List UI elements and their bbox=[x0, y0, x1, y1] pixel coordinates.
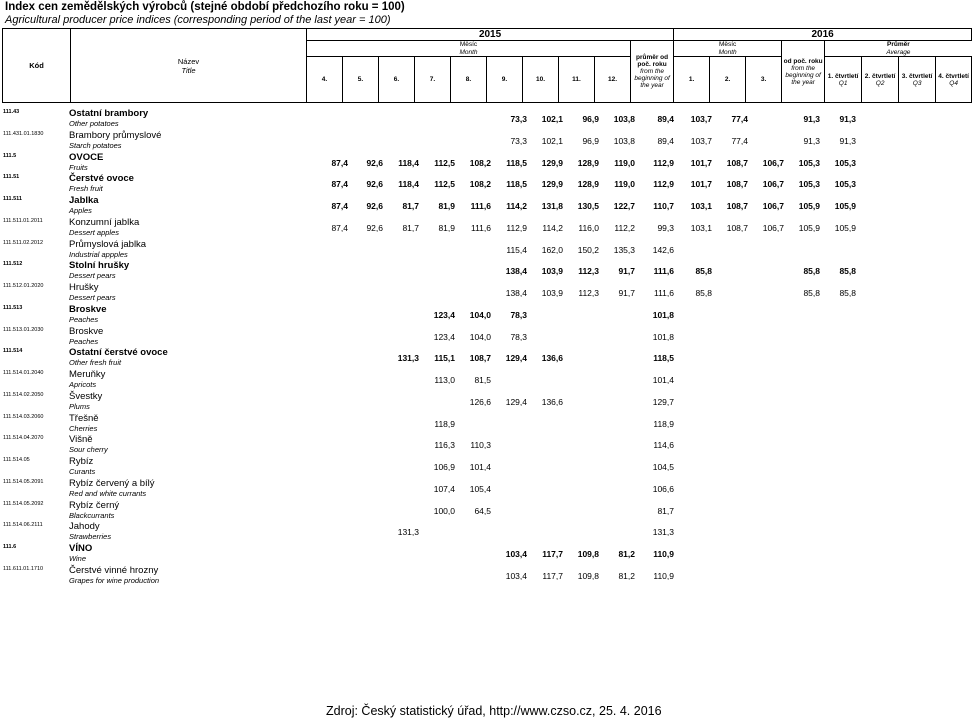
row-name-en: Starch potatoes bbox=[69, 140, 122, 150]
value-cell: 129,9 bbox=[541, 179, 563, 190]
row-name-cz: Třešně bbox=[69, 412, 99, 424]
value-cell: 101,7 bbox=[690, 179, 712, 190]
table-row bbox=[0, 239, 959, 261]
row-name-cz: Broskve bbox=[69, 303, 107, 315]
value-cell: 111,6 bbox=[470, 222, 491, 233]
table-row bbox=[0, 369, 959, 391]
row-name-cz: Rybíz černý bbox=[69, 499, 120, 511]
value-cell: 81,7 bbox=[657, 505, 674, 516]
value-cell: 112,9 bbox=[506, 222, 527, 233]
row-code: 111.512.01.2020 bbox=[3, 283, 44, 289]
value-cell: 123,4 bbox=[433, 309, 455, 320]
value-cell: 113,0 bbox=[434, 375, 455, 385]
row-name-cz: Meruňky bbox=[69, 369, 106, 380]
value-cell: 118,4 bbox=[398, 179, 419, 190]
value-cell: 105,3 bbox=[834, 179, 856, 190]
row-name-en: Dessert pears bbox=[69, 293, 116, 302]
header-year-2016: 2016 bbox=[674, 29, 972, 41]
value-cell: 115,4 bbox=[506, 244, 527, 255]
value-cell: 87,4 bbox=[331, 157, 348, 168]
table-row bbox=[0, 260, 959, 282]
table-row bbox=[0, 326, 959, 348]
value-cell: 119,0 bbox=[614, 179, 635, 190]
value-cell: 108,7 bbox=[726, 201, 748, 211]
row-code: 111.513 bbox=[3, 304, 23, 311]
value-cell: 105,9 bbox=[798, 201, 820, 211]
header-year-2015: 2015 bbox=[307, 29, 674, 41]
value-cell: 81,7 bbox=[402, 222, 419, 233]
value-cell: 118,5 bbox=[653, 353, 674, 364]
value-cell: 100,0 bbox=[433, 505, 455, 516]
document-title: Index cen zemědělských výrobců (stejné období předchozího roku = 100) bbox=[5, 1, 405, 13]
table-row bbox=[0, 565, 959, 587]
header-month-2016: Month bbox=[718, 48, 737, 56]
row-name-cz: VÍNO bbox=[69, 543, 93, 554]
value-cell: 108,7 bbox=[726, 157, 748, 168]
row-name-en: Dessert apples bbox=[69, 227, 120, 237]
row-code: 111.514.01.2040 bbox=[3, 370, 44, 376]
value-cell: 105,9 bbox=[798, 222, 820, 233]
value-cell: 107,4 bbox=[433, 483, 455, 494]
value-cell: 78,3 bbox=[510, 309, 527, 320]
row-name-cz: Jablka bbox=[69, 195, 99, 206]
value-cell: 129,7 bbox=[652, 396, 674, 407]
row-name-en: Other potatoes bbox=[69, 119, 119, 128]
value-cell: 104,0 bbox=[469, 309, 491, 320]
table-row bbox=[0, 304, 959, 326]
row-name-en: Grapes for wine production bbox=[69, 575, 160, 585]
value-cell: 126,6 bbox=[469, 396, 491, 407]
table-row bbox=[0, 282, 959, 304]
value-cell: 101,4 bbox=[652, 375, 674, 385]
value-cell: 116,3 bbox=[434, 440, 455, 451]
value-cell: 99,3 bbox=[657, 222, 674, 233]
value-cell: 106,7 bbox=[762, 157, 784, 168]
value-cell: 114,2 bbox=[542, 222, 563, 233]
row-name-en: Fruits bbox=[69, 162, 88, 172]
row-name-en: Blackcurrants bbox=[69, 510, 115, 520]
value-cell: 85,8 bbox=[695, 288, 712, 298]
table-row bbox=[0, 347, 959, 369]
row-name-cz: Višně bbox=[69, 434, 93, 446]
value-cell: 81,2 bbox=[618, 549, 635, 559]
value-cell: 109,8 bbox=[577, 570, 599, 581]
value-cell: 117,7 bbox=[542, 570, 563, 581]
header-avg-2016: od poč. roku from the beginning of the year bbox=[782, 41, 825, 103]
value-cell: 136,6 bbox=[541, 396, 563, 407]
row-name-cz: Jahody bbox=[69, 521, 100, 533]
row-name-cz: Konzumní jablka bbox=[69, 216, 140, 228]
value-cell: 114,6 bbox=[653, 440, 674, 451]
value-cell: 108,2 bbox=[469, 157, 491, 168]
header-month: 8. bbox=[451, 57, 487, 103]
value-cell: 112,2 bbox=[614, 222, 635, 233]
header-quarter: 1. čtvrtletí Q1 bbox=[825, 57, 862, 103]
value-cell: 122,7 bbox=[613, 201, 635, 211]
value-cell: 92,6 bbox=[366, 157, 383, 168]
value-cell: 87,4 bbox=[331, 179, 348, 190]
value-cell: 103,1 bbox=[690, 222, 712, 233]
header-prumer: Průměr bbox=[886, 41, 910, 49]
row-name-en: Peaches bbox=[69, 314, 99, 324]
value-cell: 85,8 bbox=[839, 288, 856, 298]
value-cell: 101,8 bbox=[652, 331, 674, 342]
table-row bbox=[0, 391, 959, 413]
value-cell: 85,8 bbox=[695, 266, 712, 277]
value-cell: 64,5 bbox=[474, 505, 491, 516]
value-cell: 92,6 bbox=[366, 201, 383, 211]
row-name-en: Strawberries bbox=[69, 532, 112, 542]
table-row bbox=[0, 413, 959, 435]
row-name-cz: Rybíz červený a bílý bbox=[69, 477, 155, 489]
value-cell: 91,3 bbox=[839, 135, 856, 146]
value-cell: 110,3 bbox=[470, 440, 491, 451]
value-cell: 101,8 bbox=[652, 309, 674, 320]
row-name-en: Plums bbox=[69, 401, 90, 411]
value-cell: 103,8 bbox=[613, 114, 635, 124]
row-code: 111.514.02.2050 bbox=[3, 391, 44, 398]
value-cell: 129,4 bbox=[505, 353, 527, 364]
header-month: 3. bbox=[746, 57, 782, 103]
value-cell: 78,3 bbox=[510, 331, 527, 342]
table-row bbox=[0, 434, 959, 456]
value-cell: 111,6 bbox=[653, 288, 674, 298]
row-name-cz: Švestky bbox=[69, 390, 103, 402]
value-cell: 105,3 bbox=[834, 157, 856, 168]
row-name-en: Other fresh fruit bbox=[69, 358, 122, 368]
value-cell: 131,3 bbox=[652, 527, 674, 538]
value-cell: 92,6 bbox=[366, 179, 383, 190]
value-cell: 112,5 bbox=[434, 157, 455, 168]
value-cell: 142,6 bbox=[652, 244, 674, 255]
table-row bbox=[0, 217, 959, 239]
header-avg-2015: průměr od poč. roku from the beginning of the year bbox=[631, 41, 674, 103]
value-cell: 96,9 bbox=[582, 135, 599, 146]
value-cell: 85,8 bbox=[803, 266, 820, 277]
row-code: 111.513.01.2030 bbox=[3, 326, 44, 333]
value-cell: 118,9 bbox=[434, 418, 455, 429]
row-name-cz: Broskve bbox=[69, 325, 104, 337]
header-quarter: 2. čtvrtletí Q2 bbox=[862, 57, 899, 103]
header-month: 6. bbox=[379, 57, 415, 103]
value-cell: 103,4 bbox=[505, 570, 527, 581]
value-cell: 103,7 bbox=[690, 114, 712, 124]
value-cell: 112,5 bbox=[434, 179, 455, 190]
row-name-en: Industrial appples bbox=[69, 249, 128, 259]
value-cell: 108,2 bbox=[469, 179, 491, 190]
header-mesic-2016: Měsíc bbox=[718, 41, 737, 49]
value-cell: 131,8 bbox=[541, 201, 563, 211]
value-cell: 110,9 bbox=[653, 570, 674, 581]
value-cell: 108,7 bbox=[469, 353, 491, 364]
value-cell: 85,8 bbox=[839, 266, 856, 277]
value-cell: 91,3 bbox=[803, 114, 820, 124]
value-cell: 130,5 bbox=[577, 201, 599, 211]
value-cell: 110,7 bbox=[653, 201, 674, 211]
value-cell: 114,2 bbox=[506, 201, 527, 211]
header-month: 7. bbox=[415, 57, 451, 103]
value-cell: 96,9 bbox=[582, 114, 599, 124]
value-cell: 73,3 bbox=[510, 135, 527, 146]
header-month: 12. bbox=[595, 57, 631, 103]
value-cell: 81,5 bbox=[474, 375, 491, 385]
row-name-en: Dessert pears bbox=[69, 271, 116, 281]
row-code: 111.514.05 bbox=[3, 457, 30, 463]
row-name-cz: Průmyslová jablka bbox=[69, 238, 147, 250]
header-month: 5. bbox=[343, 57, 379, 103]
value-cell: 91,7 bbox=[618, 266, 635, 277]
header-mesic-2015: Měsíc bbox=[459, 41, 478, 49]
value-cell: 103,9 bbox=[541, 266, 563, 277]
table-row bbox=[0, 543, 959, 565]
value-cell: 109,8 bbox=[577, 549, 599, 559]
value-cell: 103,7 bbox=[690, 135, 712, 146]
value-cell: 106,6 bbox=[652, 483, 674, 494]
value-cell: 128,9 bbox=[577, 179, 599, 190]
value-cell: 108,7 bbox=[726, 222, 748, 233]
row-code: 111.51 bbox=[3, 174, 20, 181]
value-cell: 123,4 bbox=[433, 331, 455, 342]
row-name-en: Curants bbox=[69, 467, 96, 476]
table-row bbox=[0, 152, 959, 174]
row-name-cz: Čerstvé vinné hrozny bbox=[69, 564, 159, 576]
value-cell: 135,3 bbox=[613, 244, 635, 255]
value-cell: 81,7 bbox=[402, 201, 419, 211]
value-cell: 73,3 bbox=[510, 114, 527, 124]
value-cell: 89,4 bbox=[657, 114, 674, 124]
value-cell: 136,6 bbox=[541, 353, 563, 364]
table-row bbox=[0, 173, 959, 195]
value-cell: 103,8 bbox=[613, 135, 635, 146]
row-code: 111.5 bbox=[3, 152, 17, 159]
value-cell: 150,2 bbox=[577, 244, 599, 255]
value-cell: 81,9 bbox=[438, 222, 455, 233]
value-cell: 117,7 bbox=[542, 549, 563, 559]
row-code: 111.611.01.1710 bbox=[3, 565, 44, 572]
value-cell: 87,4 bbox=[331, 222, 348, 233]
row-code: 111.514.05.2092 bbox=[3, 500, 44, 507]
header-month: 1. bbox=[674, 57, 710, 103]
value-cell: 105,9 bbox=[834, 201, 856, 211]
value-cell: 91,7 bbox=[618, 288, 635, 298]
value-cell: 110,9 bbox=[653, 549, 674, 559]
value-cell: 119,0 bbox=[614, 157, 635, 168]
value-cell: 129,4 bbox=[505, 396, 527, 407]
table-row bbox=[0, 478, 959, 500]
row-code: 111.511 bbox=[3, 196, 22, 202]
value-cell: 106,7 bbox=[762, 222, 784, 233]
row-code: 111.511.02.2012 bbox=[3, 239, 44, 246]
row-code: 111.514.06.2111 bbox=[3, 522, 43, 529]
table-row bbox=[0, 130, 959, 152]
row-name-en: Apples bbox=[69, 206, 92, 215]
row-name-cz: Ostatní čerstvé ovoce bbox=[69, 347, 168, 359]
value-cell: 118,5 bbox=[506, 179, 527, 190]
value-cell: 108,7 bbox=[726, 179, 748, 190]
row-name-en: Fresh fruit bbox=[69, 184, 103, 194]
value-cell: 106,7 bbox=[762, 179, 784, 190]
value-cell: 91,3 bbox=[803, 135, 820, 146]
document-subtitle: Agricultural producer price indices (corresponding period of the last year = 100) bbox=[5, 14, 391, 26]
value-cell: 105,4 bbox=[469, 483, 491, 494]
value-cell: 118,4 bbox=[398, 157, 419, 168]
row-code: 111.514.03.2060 bbox=[3, 413, 44, 420]
value-cell: 77,4 bbox=[731, 114, 748, 124]
header-month: 4. bbox=[307, 57, 343, 103]
value-cell: 102,1 bbox=[541, 135, 563, 146]
value-cell: 118,5 bbox=[506, 157, 527, 168]
row-name-cz: Čerstvé ovoce bbox=[69, 173, 134, 185]
header-kod: Kód bbox=[3, 29, 71, 103]
value-cell: 104,0 bbox=[469, 331, 491, 342]
header-month: 2. bbox=[710, 57, 746, 103]
value-cell: 129,9 bbox=[541, 157, 563, 168]
header-month: 9. bbox=[487, 57, 523, 103]
row-name-cz: Hrušky bbox=[69, 282, 99, 293]
row-code: 111.514.04.2070 bbox=[3, 435, 44, 442]
value-cell: 104,5 bbox=[652, 462, 674, 472]
row-code: 111.6 bbox=[3, 544, 17, 550]
table-row bbox=[0, 500, 959, 522]
row-code: 111.514 bbox=[3, 348, 23, 355]
value-cell: 116,0 bbox=[578, 222, 599, 233]
value-cell: 112,9 bbox=[653, 179, 674, 190]
value-cell: 131,3 bbox=[397, 353, 419, 364]
value-cell: 101,4 bbox=[469, 462, 491, 472]
value-cell: 111,6 bbox=[470, 201, 491, 211]
table-row bbox=[0, 521, 959, 543]
value-cell: 131,3 bbox=[397, 527, 419, 538]
value-cell: 103,4 bbox=[505, 549, 527, 559]
value-cell: 103,9 bbox=[541, 288, 563, 298]
value-cell: 111,6 bbox=[653, 266, 674, 277]
row-name-en: Peaches bbox=[69, 336, 99, 346]
value-cell: 85,8 bbox=[803, 288, 820, 298]
value-cell: 92,6 bbox=[366, 222, 383, 233]
value-cell: 128,9 bbox=[577, 157, 599, 168]
value-cell: 77,4 bbox=[731, 135, 748, 146]
value-cell: 106,9 bbox=[433, 462, 455, 472]
value-cell: 101,7 bbox=[690, 157, 712, 168]
value-cell: 112,9 bbox=[653, 157, 674, 168]
row-name-en: Red and white currants bbox=[69, 488, 147, 498]
value-cell: 89,4 bbox=[657, 135, 674, 146]
value-cell: 105,3 bbox=[798, 179, 820, 190]
value-cell: 115,1 bbox=[434, 353, 455, 364]
value-cell: 105,9 bbox=[834, 222, 856, 233]
row-name-en: Sour cherry bbox=[69, 445, 108, 455]
value-cell: 106,7 bbox=[762, 201, 784, 211]
value-cell: 138,4 bbox=[505, 288, 527, 298]
row-code: 111.511.01.2011 bbox=[3, 217, 43, 224]
value-cell: 103,1 bbox=[690, 201, 712, 211]
header-month: 11. bbox=[559, 57, 595, 103]
value-cell: 87,4 bbox=[331, 201, 348, 211]
table-row bbox=[0, 195, 959, 217]
value-cell: 138,4 bbox=[505, 266, 527, 277]
value-cell: 112,3 bbox=[578, 266, 599, 277]
value-cell: 91,3 bbox=[839, 114, 856, 124]
row-name-en: Apricots bbox=[69, 380, 97, 389]
header-month-2015: Month bbox=[459, 48, 478, 56]
row-name-en: Wine bbox=[69, 554, 87, 563]
table-row bbox=[0, 456, 959, 478]
header-quarter: 3. čtvrtletí Q3 bbox=[899, 57, 936, 103]
value-cell: 105,3 bbox=[798, 157, 820, 168]
value-cell: 81,2 bbox=[618, 570, 635, 581]
header-average: Average bbox=[886, 48, 911, 56]
header-quarter: 4. čtvrtletí Q4 bbox=[936, 57, 972, 103]
value-cell: 81,9 bbox=[438, 201, 455, 211]
row-name-cz: Stolní hrušky bbox=[69, 260, 130, 272]
source-note: Zdroj: Český statistický úřad, http://www.czso.cz, 25. 4. 2016 bbox=[326, 704, 662, 718]
header-table bbox=[2, 28, 972, 103]
value-cell: 102,1 bbox=[541, 114, 563, 124]
row-code: 111.512 bbox=[3, 261, 23, 268]
row-name-en: Cherries bbox=[69, 423, 98, 433]
value-cell: 162,0 bbox=[541, 244, 563, 255]
header-month: 10. bbox=[523, 57, 559, 103]
row-code: 111.514.05.2091 bbox=[3, 478, 44, 485]
row-name-cz: OVOCE bbox=[69, 151, 104, 163]
header-nazev: Název Title bbox=[71, 29, 307, 103]
row-name-cz: Ostatní brambory bbox=[69, 108, 149, 119]
row-name-cz: Brambory průmyslové bbox=[69, 129, 162, 141]
table-row bbox=[0, 108, 959, 130]
row-code: 111.431.01.1830 bbox=[3, 130, 44, 137]
value-cell: 118,9 bbox=[653, 418, 674, 429]
value-cell: 112,3 bbox=[578, 288, 599, 298]
row-code: 111.43 bbox=[3, 109, 20, 115]
row-name-cz: Rybíz bbox=[69, 456, 94, 467]
